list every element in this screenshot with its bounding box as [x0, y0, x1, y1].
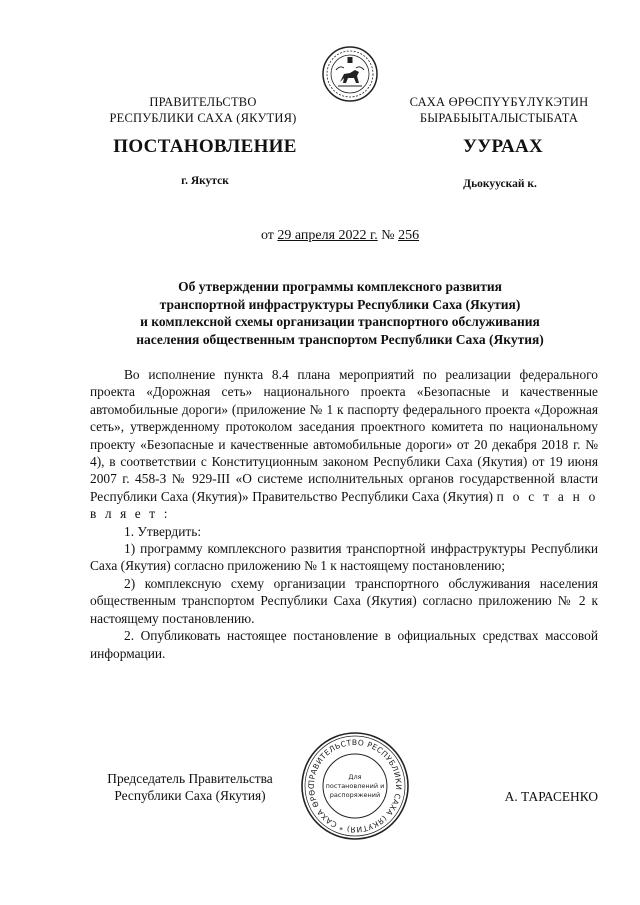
signatory-name: А. ТАРАСЕНКО [504, 789, 598, 804]
government-name-ru-line1: ПРАВИТЕЛЬСТВО [149, 95, 257, 109]
item-1-1: 1) программу комплексного развития транспортной инфраструктуры Республики Саха (Якутия) согласно приложению № 1 к настоящему постановлению; [90, 541, 598, 574]
header-left-block [96, 94, 310, 126]
title-line: транспортной инфраструктуры Республики Саха (Якутия) [159, 296, 521, 312]
doc-type-sakha: УУРААХ [462, 136, 544, 157]
signatory-position-line2: Республики Саха (Якутия) [114, 788, 266, 804]
title-line: и комплексной схемы организации транспортного обслуживания [140, 314, 540, 329]
seal-ring-text: ПРАВИТЕЛЬСТВО РЕСПУБЛИКИ САХА (ЯКУТИЯ) * САХА ӨРӨС [306, 737, 404, 835]
doc-type-ru: ПОСТАНОВЛЕНИЕ [113, 136, 297, 157]
date-prefix: от [260, 228, 274, 243]
header-right-block [392, 94, 606, 126]
document-number: 256 [398, 228, 420, 243]
signatory-position [90, 770, 290, 805]
seal-center-line3: распоряжений [329, 791, 381, 799]
official-seal-stamp [300, 731, 410, 841]
item-1: 1. Утвердить: [124, 523, 202, 539]
coat-of-arms-emblem [322, 46, 378, 102]
document-body [90, 366, 598, 662]
title-line: Об утверждении программы комплексного развития [178, 279, 502, 294]
document-date-number [200, 228, 480, 244]
document-date: 29 апреля 2022 г. [277, 228, 378, 243]
seal-center-line1: Для [348, 773, 362, 781]
city-ru: г. Якутск [181, 175, 229, 187]
preamble-text: Во исполнение пункта 8.4 плана мероприятий по реализации федерального проекта «Дорожная сеть» национального проекта «Безопасные и качественные автомобильные дороги» (приложение № 1 к паспорту федерального проекта «Дорожная сеть», утвержденному протоколом заседания проектного комитета по национальному проекту «Безопасные и качественные автомобильные дороги» от 20 декабря 2018 г. № 4), в соответствии с Конституционным законом Республики Саха (Якутия) от 19 июня 2007 г. 458-З № 929-III «О системе исполнительных органов государственной власти Республики Саха (Якутия)» Правительство Республики Саха (Якутия) [90, 367, 598, 504]
government-name-sakha-line1: САХА ӨРӨСПҮҮБҮЛҮКЭТИН [409, 95, 589, 109]
document-title [90, 278, 590, 348]
item-2: 2. Опубликовать настоящее постановление в официальных средствах массовой информации. [90, 628, 598, 661]
item-1-2: 2) комплексную схему организации транспортного обслуживания населения общественным транспортом Республики Саха (Якутия) согласно приложению № 2 к настоящему постановлению. [90, 575, 598, 626]
resolves-word: п о с т а н о в л я е т : [90, 488, 598, 522]
city-sakha: Дьокуускай к. [463, 178, 537, 190]
government-name-ru-line2: РЕСПУБЛИКИ САХА (ЯКУТИЯ) [109, 111, 297, 125]
title-line: населения общественным транспортом Республики Саха (Якутия) [136, 331, 544, 347]
number-sign: № [381, 228, 395, 243]
signatory-position-line1: Председатель Правительства [107, 771, 273, 786]
preamble-paragraph [90, 366, 598, 523]
seal-center-line2: постановлений и [325, 782, 385, 790]
government-name-sakha-line2: БЫРАБЫЫТАЛЫСТЫБАТА [419, 111, 579, 125]
